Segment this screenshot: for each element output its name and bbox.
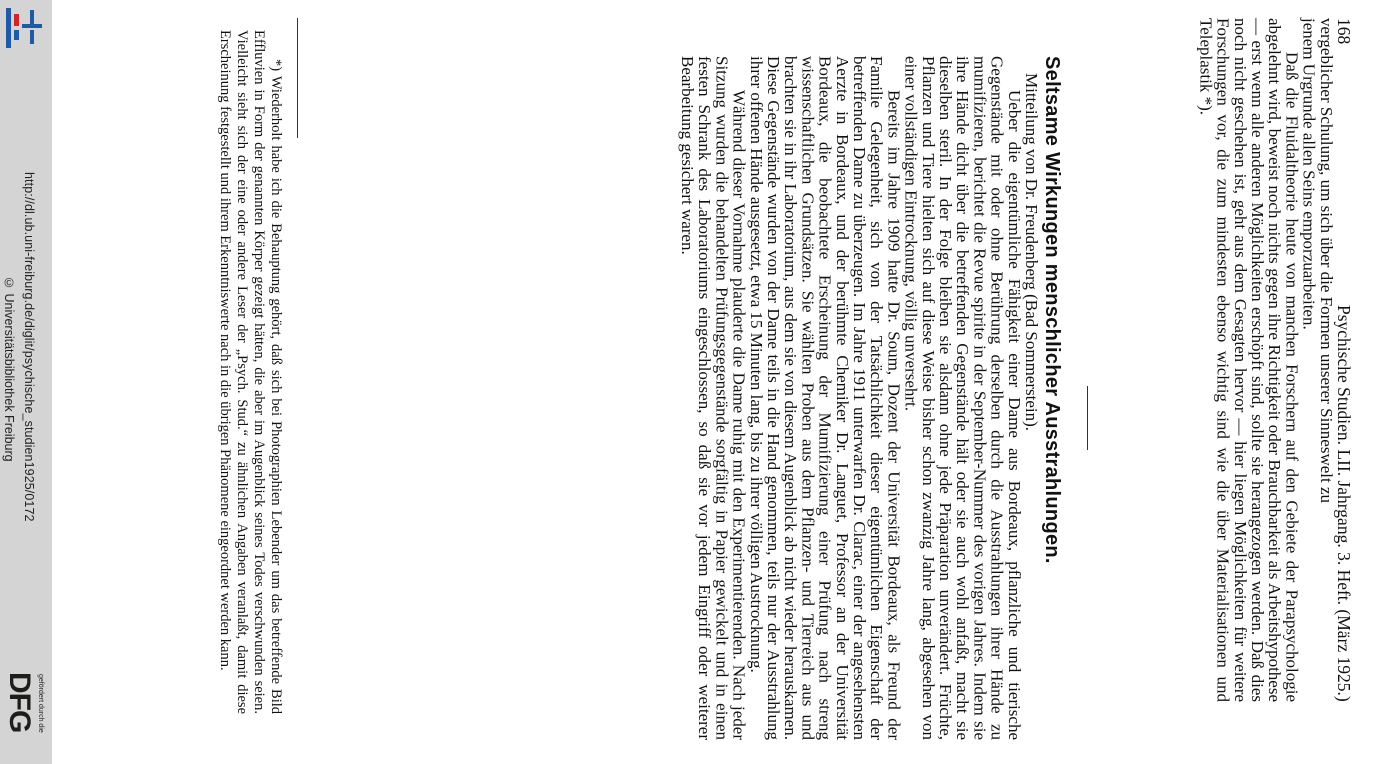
page-number: 168: [1334, 18, 1354, 45]
page-top-block: [1197, 18, 1352, 702]
article-block: [679, 56, 1074, 740]
copyright-notice: © Universitätsbibliothek Freiburg: [2, 276, 16, 462]
article-subtitle: Mitteilung von Dr. Freudenberg (Bad Sommerstein).: [1022, 73, 1041, 432]
running-title: Psychische Studien. LII. Jahrgang. 3. Heft. (März 1925.): [1334, 305, 1354, 702]
university-logo-icon: [4, 6, 44, 50]
paragraph-fluidaltheorie: Daß die Fluidaltheorie heute von manchen Forschern auf den Gebiete der Parapsychologie abgelehnt wird, beweist noch nichts gegen ihre Richtigkeit oder Brauchbarkeit als Arbeitshypothese — erst wenn alle anderen Möglichkeiten erschöpft sind, sollte sie herangezogen werden. Daß dies noch nicht geschehen ist, geht aus dem Gesagten hervor — hier liegen Möglichkeiten für weitere Forschungen vor, die zum mindesten ebenso wichtig sind wie die über Materialisationen und Teleplastik *).: [1196, 18, 1302, 702]
paragraph-3: Während dieser Vornahme plauderte die Dame ruhig mit den Experimentierenden. Nach jeder Sitzung wurden die behandelten Prüfungsgegenstände sorgfältig in Papier gewickelt und in einen festen Schrank des Laboratoriums eingeschlossen, so daß sie vor jedem Eingriff oder weiterer Bearbeitung gesichert waren.: [677, 56, 749, 740]
running-header: [1335, 18, 1352, 702]
viewer-sidebar: [0, 0, 52, 764]
funded-by-label: gefördert durch die: [37, 674, 44, 733]
article-title: Seltsame Wirkungen menschlicher Ausstrahlungen.: [1041, 56, 1063, 564]
section-divider: [1087, 386, 1088, 450]
previous-paragraph-end: jenem Urgrunde allen Seins emporzuarbeiten.: [1299, 18, 1319, 330]
dfg-logo: DFG: [3, 672, 36, 733]
paragraph-2: Bereits im Jahre 1909 hatte Dr. Soum, Dozent der Universität Bordeaux, als Freund der Familie Gelegenheit, sich von der Tatsächlichkeit dieser eigentümlichen Eigenschaft der betreffenden Dame zu überzeugen. Im Jahre 1911 unterwarfen Dr. Clarac, einer der angesehensten Aerzte in Bordeaux, und der berühmte Chemiker Dr. Languet, Professor an der Universität Bordeaux, die beobachtete Erscheinung der Mumifizierung einer Prüfung nach streng wissenschaftlichen Grundsätzen. Sie wählten Proben aus dem Pflanzen- und Tierreich aus und brachten sie in ihr Laboratorium, aus dem sie von diesem Augenblick ab nicht wieder herauskamen. Diese Gegenstände wurden von der Dame teils in die Hand genommen, teils nur der Ausstrahlung ihrer offenen Hände ausgesetzt, etwa 15 Minuten lang, bis zu ihrer völligen Austrocknung.: [746, 56, 904, 740]
scanned-page: [60, 0, 1370, 764]
footnote: *) Wiederholt habe ich die Behauptung gehört, daß sich bei Photographien Lebender um das betreffende Bild Effluvien in Form der genannten Körper gezeigt hätten, die aber im Augenblick seines Todes verschwunden seien. Vielleicht sieht sich der eine oder andere Leser der „Psych. Stud.“ zu ähnlichen Angaben veranlaßt, damit diese Erscheinung festgestellt und ihrem Erkenntniswerte nach in die übrigen Phänomene eingeordnet werden kann.: [217, 30, 284, 714]
document-url[interactable]: http://dl.ub.uni-freiburg.de/diglit/psychische_studien1925/0172: [22, 172, 36, 522]
footnote-divider: [297, 18, 298, 138]
paragraph-1: Ueber die eigentümliche Fähigkeit einer Dame aus Bordeaux, pflanzliche und tierische Gegenstände mit oder ohne Berührung derselben durch die Ausstrahlungen ihrer Hände zu mumifizieren, berichtet die Revue spirite in der September-Nummer des vorigen Jahres. Indem sie ihre Hände dicht über die betreffenden Gegenstände hält oder sie auch wohl anfaßt, macht sie dieselben steril. In der Folge bleiben sie alsdann ohne jede Präparation unverändert. Früchte, Pflanzen und Tiere hielten sich auf diese Weise bisher schon zwanzig Jahre lang, abgesehen von einer vollständigen Eintrocknung, völlig unversehrt.: [901, 56, 1024, 740]
previous-paragraph-start: vergeblicher Schulung, um sich über die Formen unserer Sinneswelt zu: [1316, 18, 1336, 504]
footnote-block: [216, 30, 284, 714]
